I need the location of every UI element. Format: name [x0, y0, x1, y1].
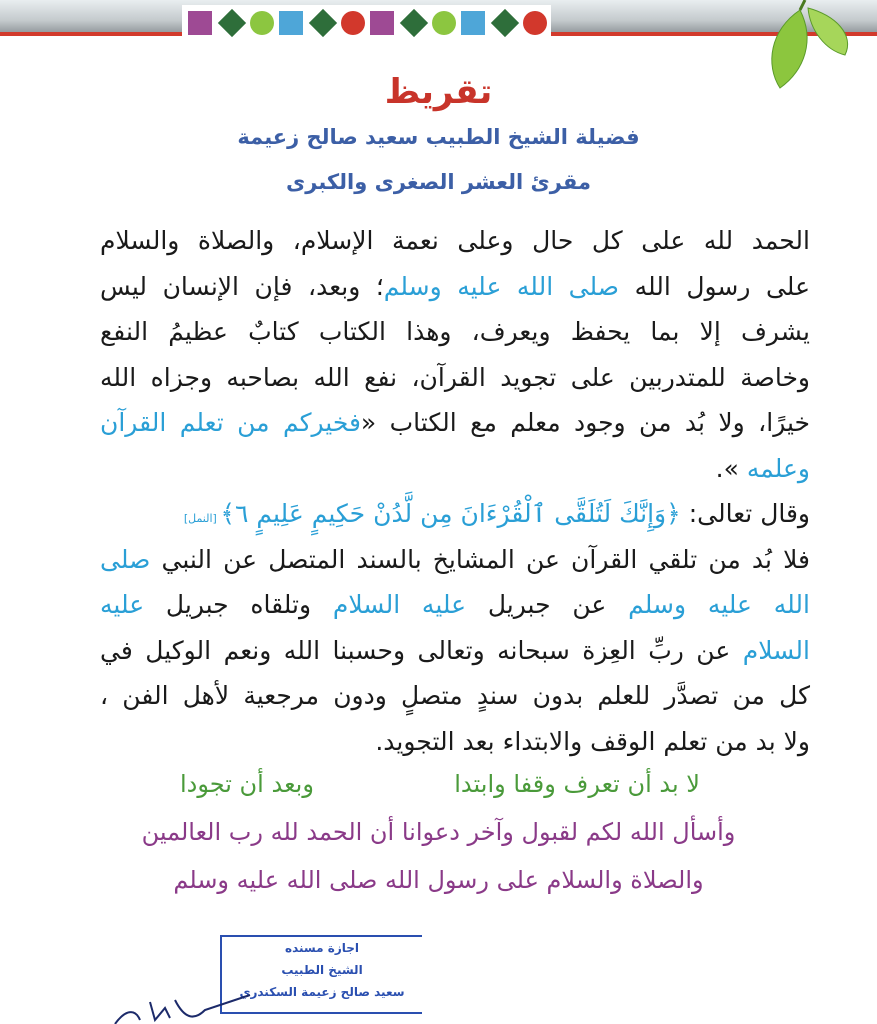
stamp-line: سعيد صالح زعيمة السكندري — [239, 985, 405, 999]
highlighted-text: عليه السلام — [332, 590, 467, 619]
text-line — [100, 673, 810, 719]
closing-prayer-2: والصلاة والسلام على رسول الله صلى الله عليه وسلم — [173, 866, 704, 894]
text-segment: فلا بُد من تلقي القرآن عن المشايخ بالسند المتصل عن النبي — [150, 544, 810, 574]
closing-prayer-1: وأسأل الله لكم لقبول وآخر دعوانا أن الحمد لله رب العالمين — [141, 818, 736, 846]
stamp-line: اجازة مسنده — [285, 941, 359, 955]
diamond-shape — [400, 9, 428, 37]
surah-reference: [النمل] — [183, 512, 221, 525]
diamond-shape — [218, 9, 246, 37]
text-segment: يشرف إلا بما يحفظ ويعرف، وهذا الكتاب كتابٌ عظيمُ النفع — [100, 317, 810, 346]
poem-right-hemistich: لا بد أن تعرف وقفا وابتدا — [454, 770, 700, 798]
highlighted-text: وعلمه — [746, 453, 810, 483]
text-segment: على رسول الله — [619, 271, 811, 301]
text-segment: ولا بد من تعلم الوقف والابتداء بعد التجويد. — [375, 726, 810, 756]
text-line — [100, 309, 810, 355]
highlighted-text: الله عليه وسلم — [628, 590, 810, 619]
page-title: تقريظ — [384, 72, 493, 112]
square-shape — [368, 9, 396, 37]
decorative-shapes — [182, 5, 551, 41]
text-segment: وخاصة للمتدربين على تجويد القرآن، نفع الله بصاحبه وجزاه الله — [100, 362, 810, 392]
highlighted-text: صلى الله عليه وسلم — [383, 271, 620, 301]
text-line — [100, 355, 810, 401]
poem-verse — [180, 770, 700, 798]
text-segment: ؛ وبعد، فإن الإنسان ليس — [100, 271, 384, 301]
text-segment: وقال تعالى: — [680, 499, 810, 528]
highlighted-text: ﴿وَإِنَّكَ لَتُلَقَّى ٱلْقُرْءَانَ مِن لَّدُنْ حَكِيمٍ عَلِيمٍ ٦﴾ — [220, 499, 681, 528]
square-shape — [186, 9, 214, 37]
text-segment: عن جبريل — [466, 590, 629, 619]
highlighted-text: عليه — [100, 590, 145, 619]
poem-left-hemistich: وبعد أن تجودا — [180, 770, 314, 798]
diamond-shape — [491, 9, 519, 37]
text-segment: وتلقاه جبريل — [144, 590, 333, 619]
square-shape — [277, 9, 305, 37]
diamond-shape — [309, 9, 337, 37]
text-line — [100, 264, 810, 310]
text-segment: كل من تصدَّر للعلم بدون سندٍ متصلٍ ودون مرجعية لأهل الفن ، — [100, 681, 810, 710]
circle-shape — [523, 11, 547, 35]
text-line — [100, 582, 810, 628]
highlighted-text: صلى — [100, 544, 151, 574]
text-segment: عن ربِّ العِزة سبحانه وتعالى وحسبنا الله ونعم الوكيل في — [100, 635, 743, 665]
circle-shape — [341, 11, 365, 35]
signature — [110, 990, 260, 1024]
stamp-line: الشيخ الطبيب — [281, 963, 363, 977]
text-line — [100, 537, 810, 583]
text-line — [100, 628, 810, 674]
body-text — [100, 218, 810, 764]
text-line — [100, 218, 810, 264]
text-line — [100, 400, 810, 446]
text-segment: الحمد لله على كل حال وعلى نعمة الإسلام، والصلاة والسلام — [100, 226, 810, 255]
text-segment: خيرًا، ولا بُد من وجود معلم مع الكتاب « — [360, 408, 810, 437]
square-shape — [459, 9, 487, 37]
text-line — [100, 446, 810, 492]
highlighted-text: فخيركم من تعلم القرآن — [100, 408, 361, 437]
author-name: فضيلة الشيخ الطبيب سعيد صالح زعيمة — [237, 125, 640, 149]
text-line — [100, 719, 810, 765]
text-segment: ». — [715, 453, 747, 483]
highlighted-text: السلام — [742, 635, 810, 665]
circle-shape — [432, 11, 456, 35]
author-title: مقرئ العشر الصغرى والكبرى — [286, 170, 591, 194]
circle-shape — [250, 11, 274, 35]
text-line — [100, 491, 810, 537]
